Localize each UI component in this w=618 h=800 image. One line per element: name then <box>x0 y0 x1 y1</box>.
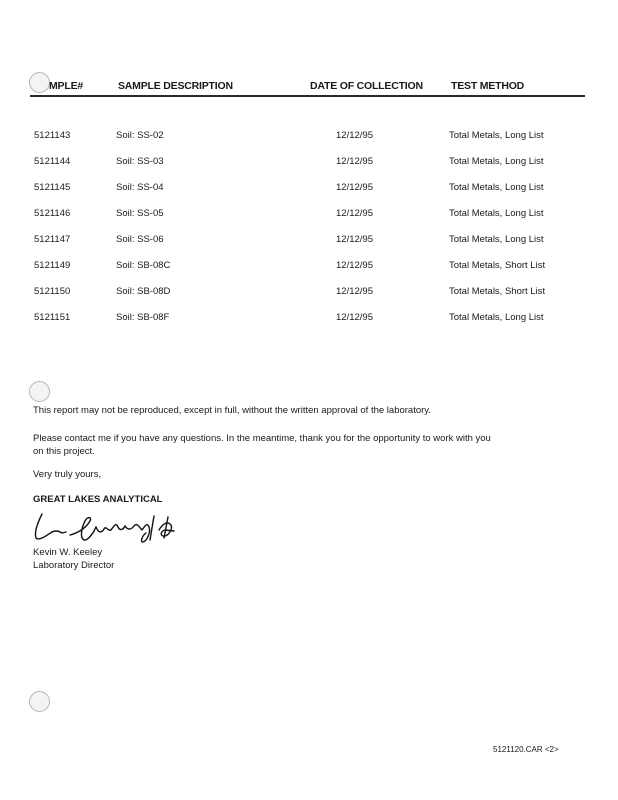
sample-id: 5121147 <box>34 234 71 245</box>
sample-id: 5121146 <box>34 208 71 219</box>
header-sample-number: MPLE# <box>49 80 84 92</box>
sample-description: Soil: SB-08D <box>116 286 171 297</box>
collection-date: 12/12/95 <box>336 286 373 297</box>
contact-paragraph-line-2: on this project. <box>33 446 95 457</box>
table-row <box>0 260 618 274</box>
table-row <box>0 312 618 326</box>
sample-description: Soil: SS-06 <box>116 234 164 245</box>
sample-id: 5121149 <box>34 260 71 271</box>
test-method: Total Metals, Long List <box>449 208 544 219</box>
sample-id: 5121144 <box>34 156 71 167</box>
sample-description: Soil: SB-08C <box>116 260 171 271</box>
closing: Very truly yours, <box>33 469 102 480</box>
collection-date: 12/12/95 <box>336 234 373 245</box>
signer-name: Kevin W. Keeley <box>33 547 103 558</box>
collection-date: 12/12/95 <box>336 156 373 167</box>
punch-hole-middle <box>29 381 50 402</box>
punch-hole-top <box>29 72 50 93</box>
handwritten-signature <box>30 508 180 544</box>
test-method: Total Metals, Short List <box>449 286 546 297</box>
table-row <box>0 208 618 222</box>
table-row <box>0 182 618 196</box>
table-row <box>0 156 618 170</box>
sample-description: Soil: SS-03 <box>116 156 164 167</box>
sample-description: Soil: SS-04 <box>116 182 164 193</box>
test-method: Total Metals, Long List <box>449 234 544 245</box>
sample-id: 5121145 <box>34 182 71 193</box>
header-date-of-collection: DATE OF COLLECTION <box>310 80 423 92</box>
sample-id: 5121143 <box>34 130 71 141</box>
collection-date: 12/12/95 <box>336 182 373 193</box>
test-method: Total Metals, Long List <box>449 312 544 323</box>
header-rule <box>30 95 585 97</box>
test-method: Total Metals, Long List <box>449 182 544 193</box>
sample-id: 5121151 <box>34 312 71 323</box>
reproduction-notice: This report may not be reproduced, except in full, without the written approval of the laboratory. <box>33 405 431 416</box>
header-test-method: TEST METHOD <box>451 80 525 92</box>
sample-description: Soil: SB-08F <box>116 312 170 323</box>
collection-date: 12/12/95 <box>336 130 373 141</box>
sample-description: Soil: SS-05 <box>116 208 164 219</box>
company-name: GREAT LAKES ANALYTICAL <box>33 494 163 505</box>
table-row <box>0 286 618 300</box>
collection-date: 12/12/95 <box>336 260 373 271</box>
signer-title: Laboratory Director <box>33 560 115 571</box>
punch-hole-bottom <box>29 691 50 712</box>
sample-description: Soil: SS-02 <box>116 130 164 141</box>
collection-date: 12/12/95 <box>336 312 373 323</box>
test-method: Total Metals, Short List <box>449 260 546 271</box>
test-method: Total Metals, Long List <box>449 156 544 167</box>
table-row <box>0 130 618 144</box>
page-id: 5121120.CAR <2> <box>493 745 559 754</box>
collection-date: 12/12/95 <box>336 208 373 219</box>
test-method: Total Metals, Long List <box>449 130 544 141</box>
sample-id: 5121150 <box>34 286 71 297</box>
contact-paragraph-line-1: Please contact me if you have any questions. In the meantime, thank you for the opportunity to work with you <box>33 433 491 444</box>
table-row <box>0 234 618 248</box>
header-sample-description: SAMPLE DESCRIPTION <box>118 80 233 92</box>
